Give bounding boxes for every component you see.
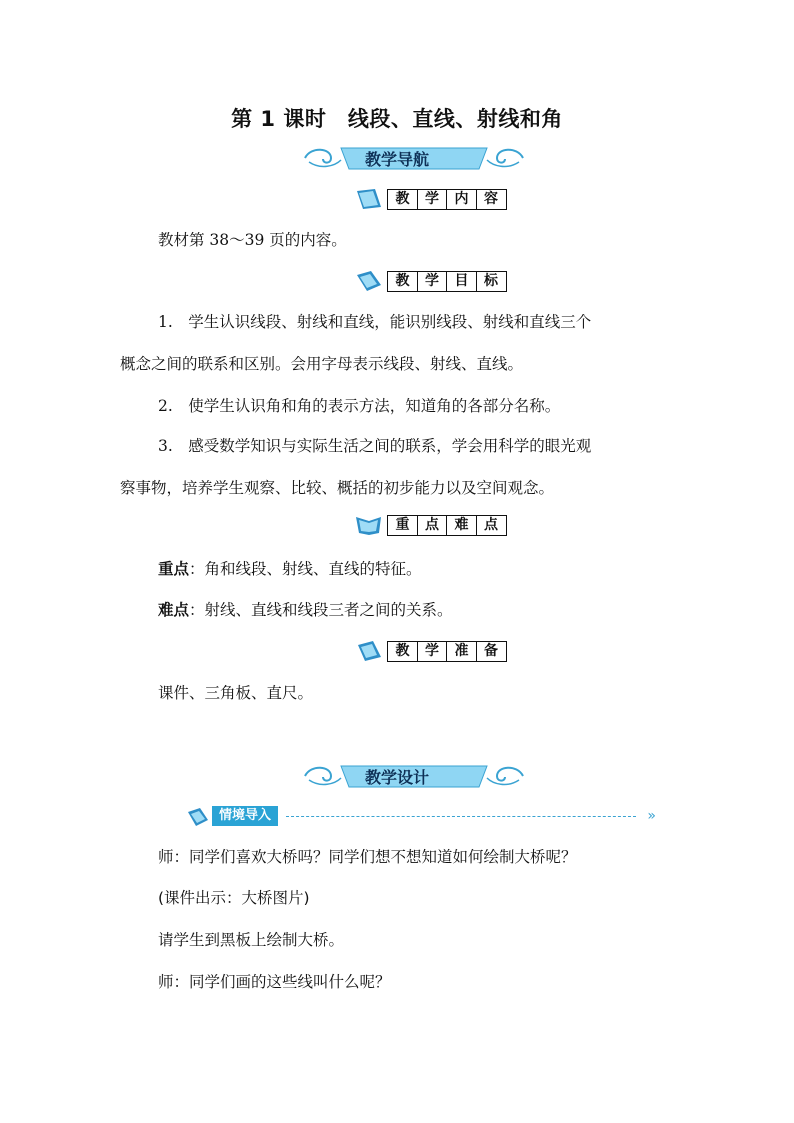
book-icon: [355, 269, 383, 293]
key-text: 角和线段、射线、直线的特征。: [204, 560, 422, 578]
section-char: 标: [476, 271, 507, 292]
goal-2: 2. 使学生认识角和角的表示方法，知道角的各部分名称。: [158, 397, 561, 415]
section-char: 目: [446, 271, 477, 292]
banner-teaching-design: [0, 760, 794, 792]
difficulty-point: [158, 598, 718, 622]
book-icon: [355, 639, 383, 663]
content-text: 教材第 38～39 页的内容。: [158, 231, 347, 249]
difficulty-label: 难点: [158, 601, 190, 619]
difficulty-text: 射线、直线和线段三者之间的关系。: [204, 601, 453, 619]
dialog-line-3: 请学生到黑板上绘制大桥。: [158, 931, 345, 949]
section-char: 内: [446, 189, 477, 210]
book-icon: [355, 513, 383, 537]
banner-teaching-nav: [0, 142, 794, 174]
section-char: 难: [446, 515, 477, 536]
goal-1-line-2: 概念之间的联系和区别。会用字母表示线段、射线、直线。: [120, 355, 524, 373]
dialog-line-1: 师：同学们喜欢大桥吗？同学们想不想知道如何绘制大桥呢？: [158, 848, 577, 866]
section-char: 学: [417, 271, 448, 292]
difficulty-sep: ：: [189, 601, 205, 619]
dialog-line-4: 师：同学们画的这些线叫什么呢？: [158, 973, 391, 991]
section-char: 学: [417, 641, 448, 662]
section-char: 教: [387, 641, 418, 662]
dialog-line-2: (课件出示：大桥图片): [158, 889, 310, 907]
double-chevron-icon: »: [647, 808, 656, 824]
section-char: 教: [387, 271, 418, 292]
section-char: 容: [476, 189, 507, 210]
goal-3-line-2: 察事物，培养学生观察、比较、概括的初步能力以及空间观念。: [120, 479, 555, 497]
goal-3-line-1: 3. 感受数学知识与实际生活之间的联系，学会用科学的眼光观: [158, 437, 592, 455]
book-icon: [355, 187, 383, 211]
intro-tag-label: 情境导入: [212, 806, 278, 826]
section-char: 重: [387, 515, 418, 536]
intro-tag: [186, 806, 656, 828]
section-char: 备: [476, 641, 507, 662]
banner-label: 教学导航: [364, 150, 429, 169]
key-sep: ：: [189, 560, 205, 578]
goal-1-line-1: 1. 学生认识线段、射线和直线，能识别线段、射线和直线三个: [158, 313, 592, 331]
section-char: 点: [417, 515, 448, 536]
prep-text: 课件、三角板、直尺。: [158, 684, 314, 702]
dashed-divider: [286, 816, 636, 817]
page-title: 第 1 课时 线段、直线、射线和角: [231, 107, 563, 131]
book-icon: [186, 806, 210, 828]
banner-label: 教学设计: [364, 768, 429, 787]
section-char: 学: [417, 189, 448, 210]
key-label: 重点: [158, 560, 190, 578]
key-point: [158, 557, 718, 581]
section-char: 点: [476, 515, 507, 536]
section-char: 教: [387, 189, 418, 210]
section-char: 准: [446, 641, 477, 662]
